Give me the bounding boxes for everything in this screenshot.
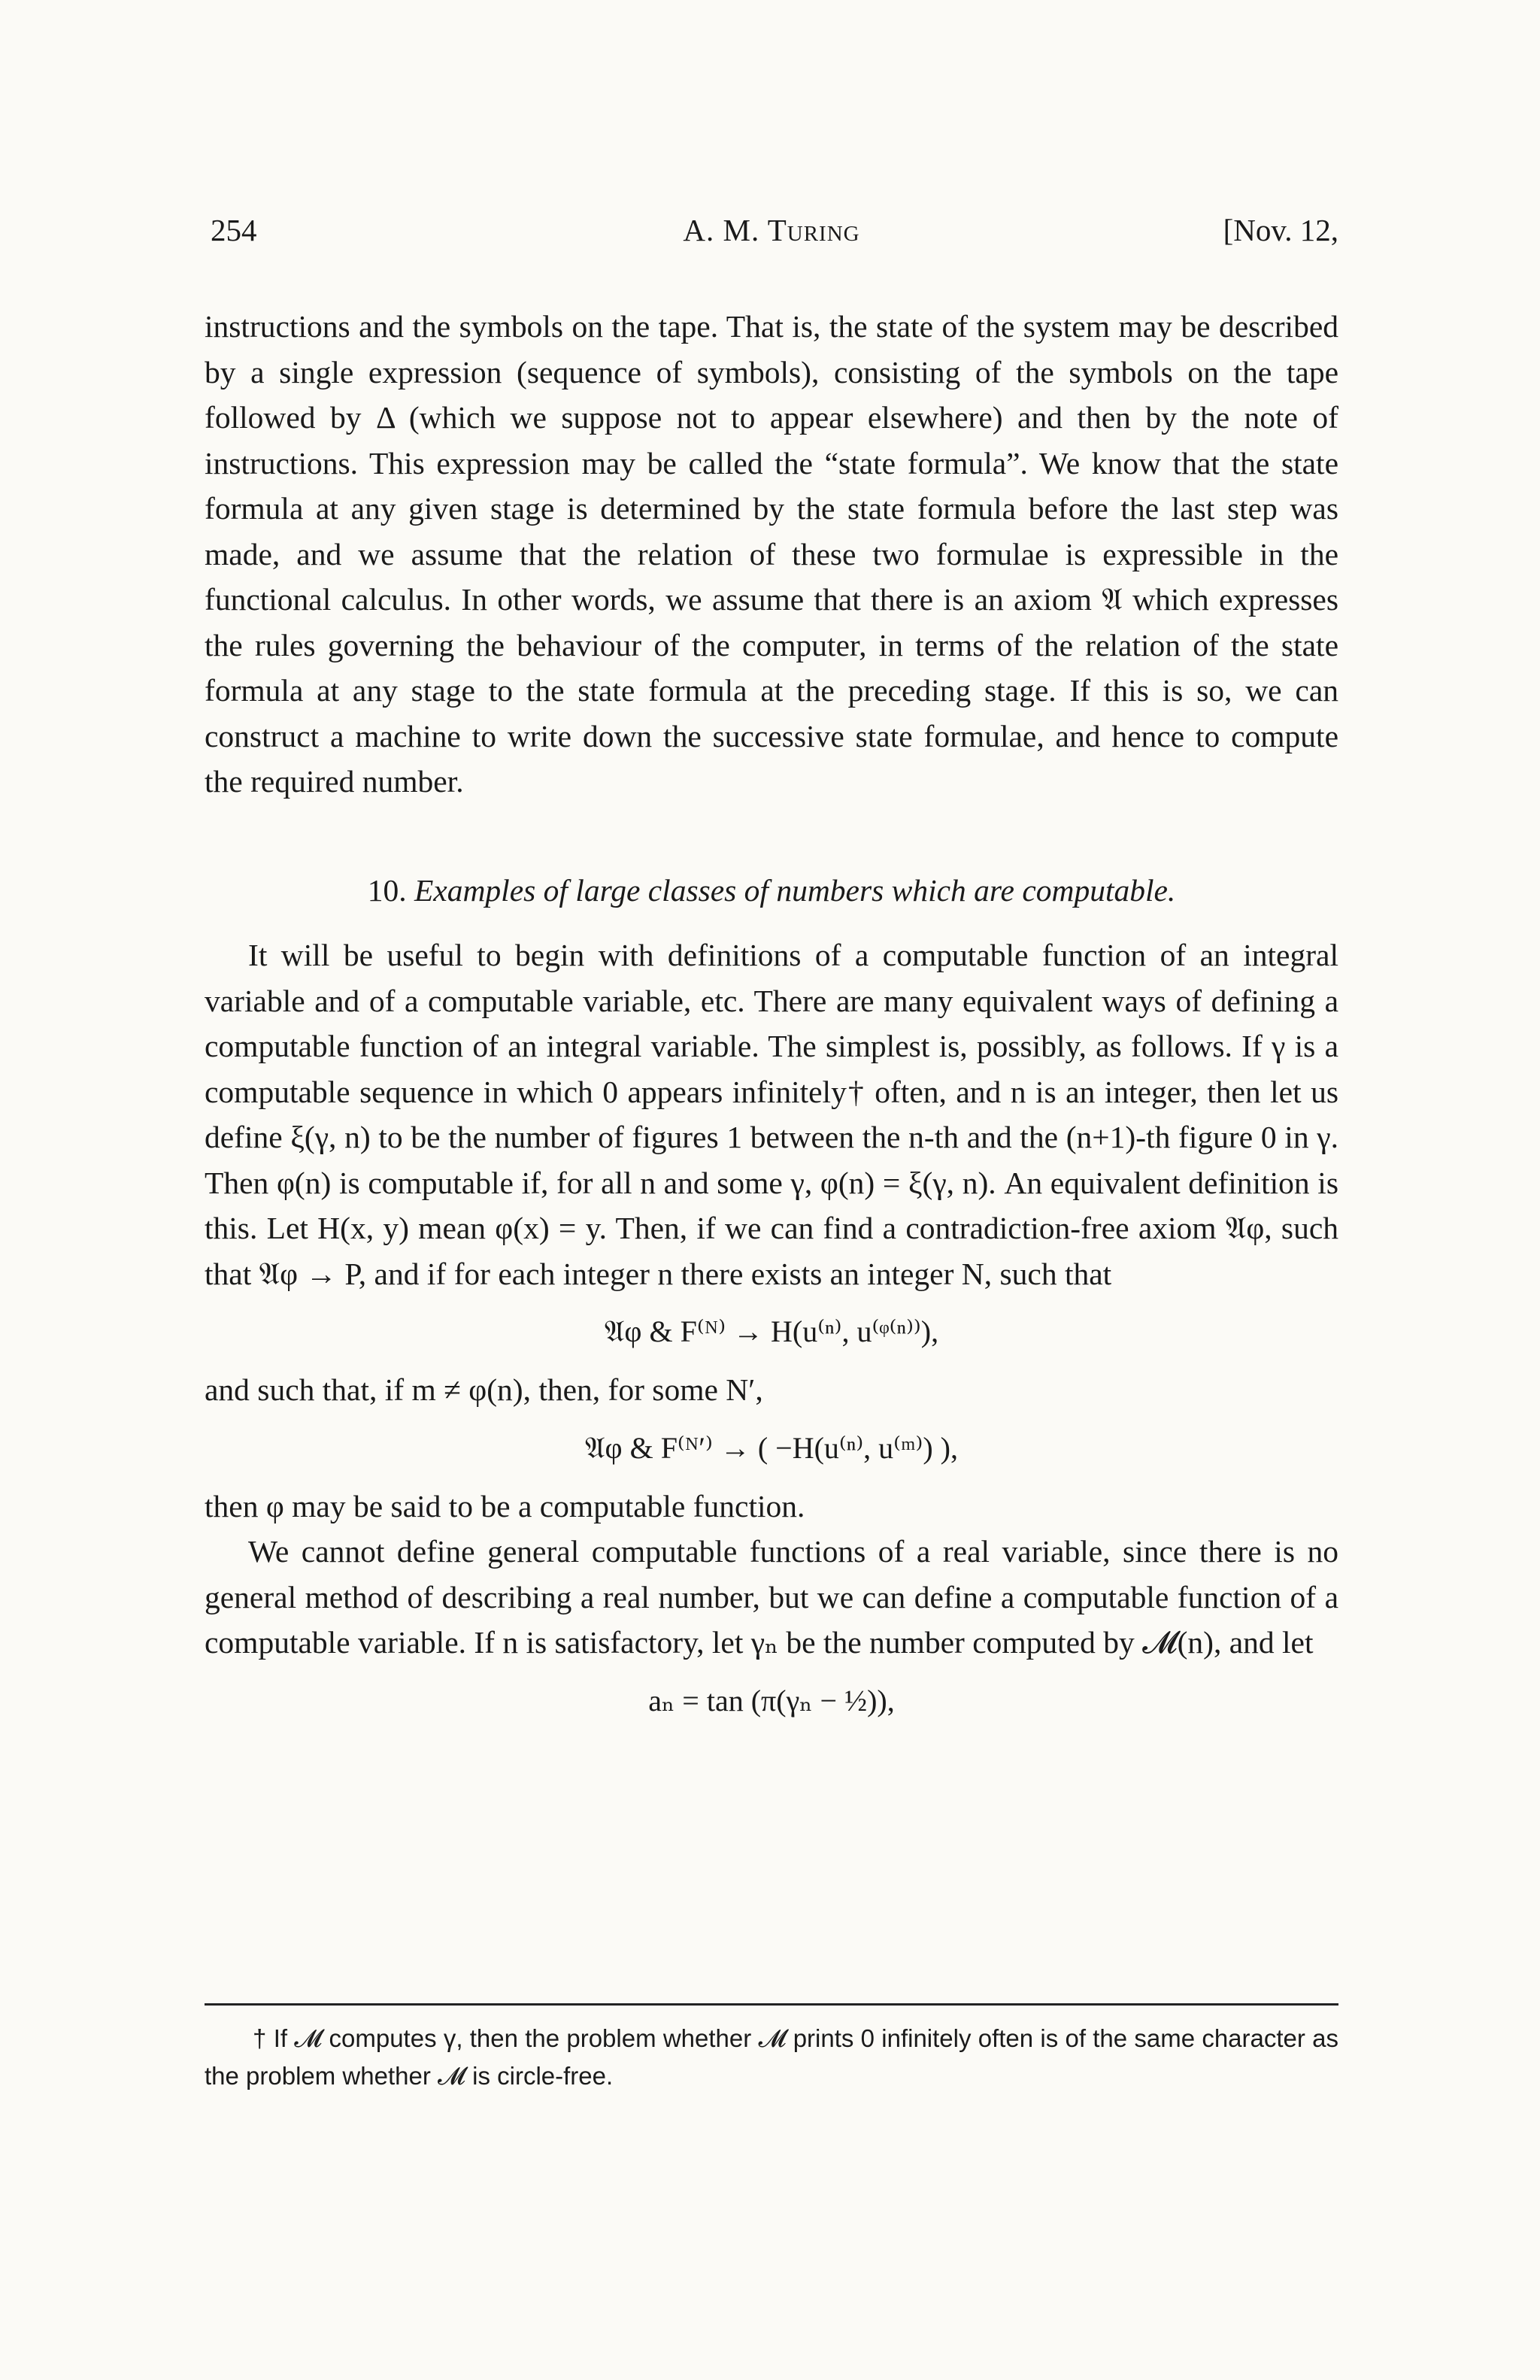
running-header	[205, 212, 1338, 257]
page-number: 254	[211, 213, 257, 247]
footnote-text: † If 𝓜 computes γ, then the problem whether 𝓜 prints 0 infinitely often is of the same character as the problem whether 𝓜 is circle-free.	[205, 2024, 1338, 2090]
section-number: 10.	[367, 872, 407, 908]
display-formula-1: 𝔄φ & F⁽ᴺ⁾ → H(u⁽ⁿ⁾, u⁽ᵠ⁽ⁿ⁾⁾),	[604, 1314, 939, 1348]
section-title: Examples of large classes of numbers which are computable.	[414, 872, 1176, 908]
display-formula-3: aₙ = tan (π(γₙ − ½)),	[648, 1683, 895, 1718]
body-text	[205, 304, 1338, 1736]
section-heading	[205, 868, 1338, 914]
footnote-rule	[205, 2003, 1338, 2006]
display-formula-2: 𝔄φ & F⁽ᴺ′⁾ → ( −H(u⁽ⁿ⁾, u⁽ᵐ⁾) ),	[584, 1430, 959, 1465]
header-title: A. M. Turing	[683, 213, 860, 247]
paragraph-2: It will be useful to begin with definitions of a computable function of an integral variable and of a computable variable, etc. There are many equivalent ways of defining a computable function of an integral variable. The simplest is, possibly, as follows. If γ is a computable sequence in which 0 appears infinitely† often, and n is an integer, then let us define ξ(γ, n) to be the number of figures 1 between the n-th and the (n+1)-th figure 0 in γ. Then φ(n) is computable if, for all n and some γ, φ(n) = ξ(γ, n). An equivalent definition is this. Let H(x, y) mean φ(x) = y. Then, if we can find a contradiction-free axiom 𝔄φ, such that 𝔄φ → P, and if for each integer n there exists an integer N, such that	[205, 938, 1338, 1291]
footnote	[205, 2020, 1338, 2095]
paragraph-4: then φ may be said to be a computable function.	[205, 1488, 805, 1524]
paragraph-3: and such that, if m ≠ φ(n), then, for some N′,	[205, 1372, 763, 1407]
header-date: [Nov. 12,	[1223, 213, 1338, 247]
paragraph-1: instructions and the symbols on the tape. That is, the state of the system may be described by a single expression (sequence of symbols), consisting of the symbols on the tape followed by Δ (which we suppose not to appear elsewhere) and then by the note of instructions. This expression may be called the “state formula”. We know that the state formula at any given stage is determined by the state formula before the last step was made, and we assume that the relation of these two formulae is expressible in the functional calculus. In other words, we assume that there is an axiom 𝔄 which expresses the rules governing the behaviour of the computer, in terms of the relation of the state formula at any stage to the state formula at the preceding stage. If this is so, we can construct a machine to write down the successive state formulae, and hence to compute the required number.	[205, 309, 1338, 799]
paragraph-5: We cannot define general computable functions of a real variable, since there is no general method of describing a real number, but we can define a computable function of a computable variable. If n is satisfactory, let γₙ be the number computed by 𝓜(n), and let	[205, 1534, 1338, 1660]
